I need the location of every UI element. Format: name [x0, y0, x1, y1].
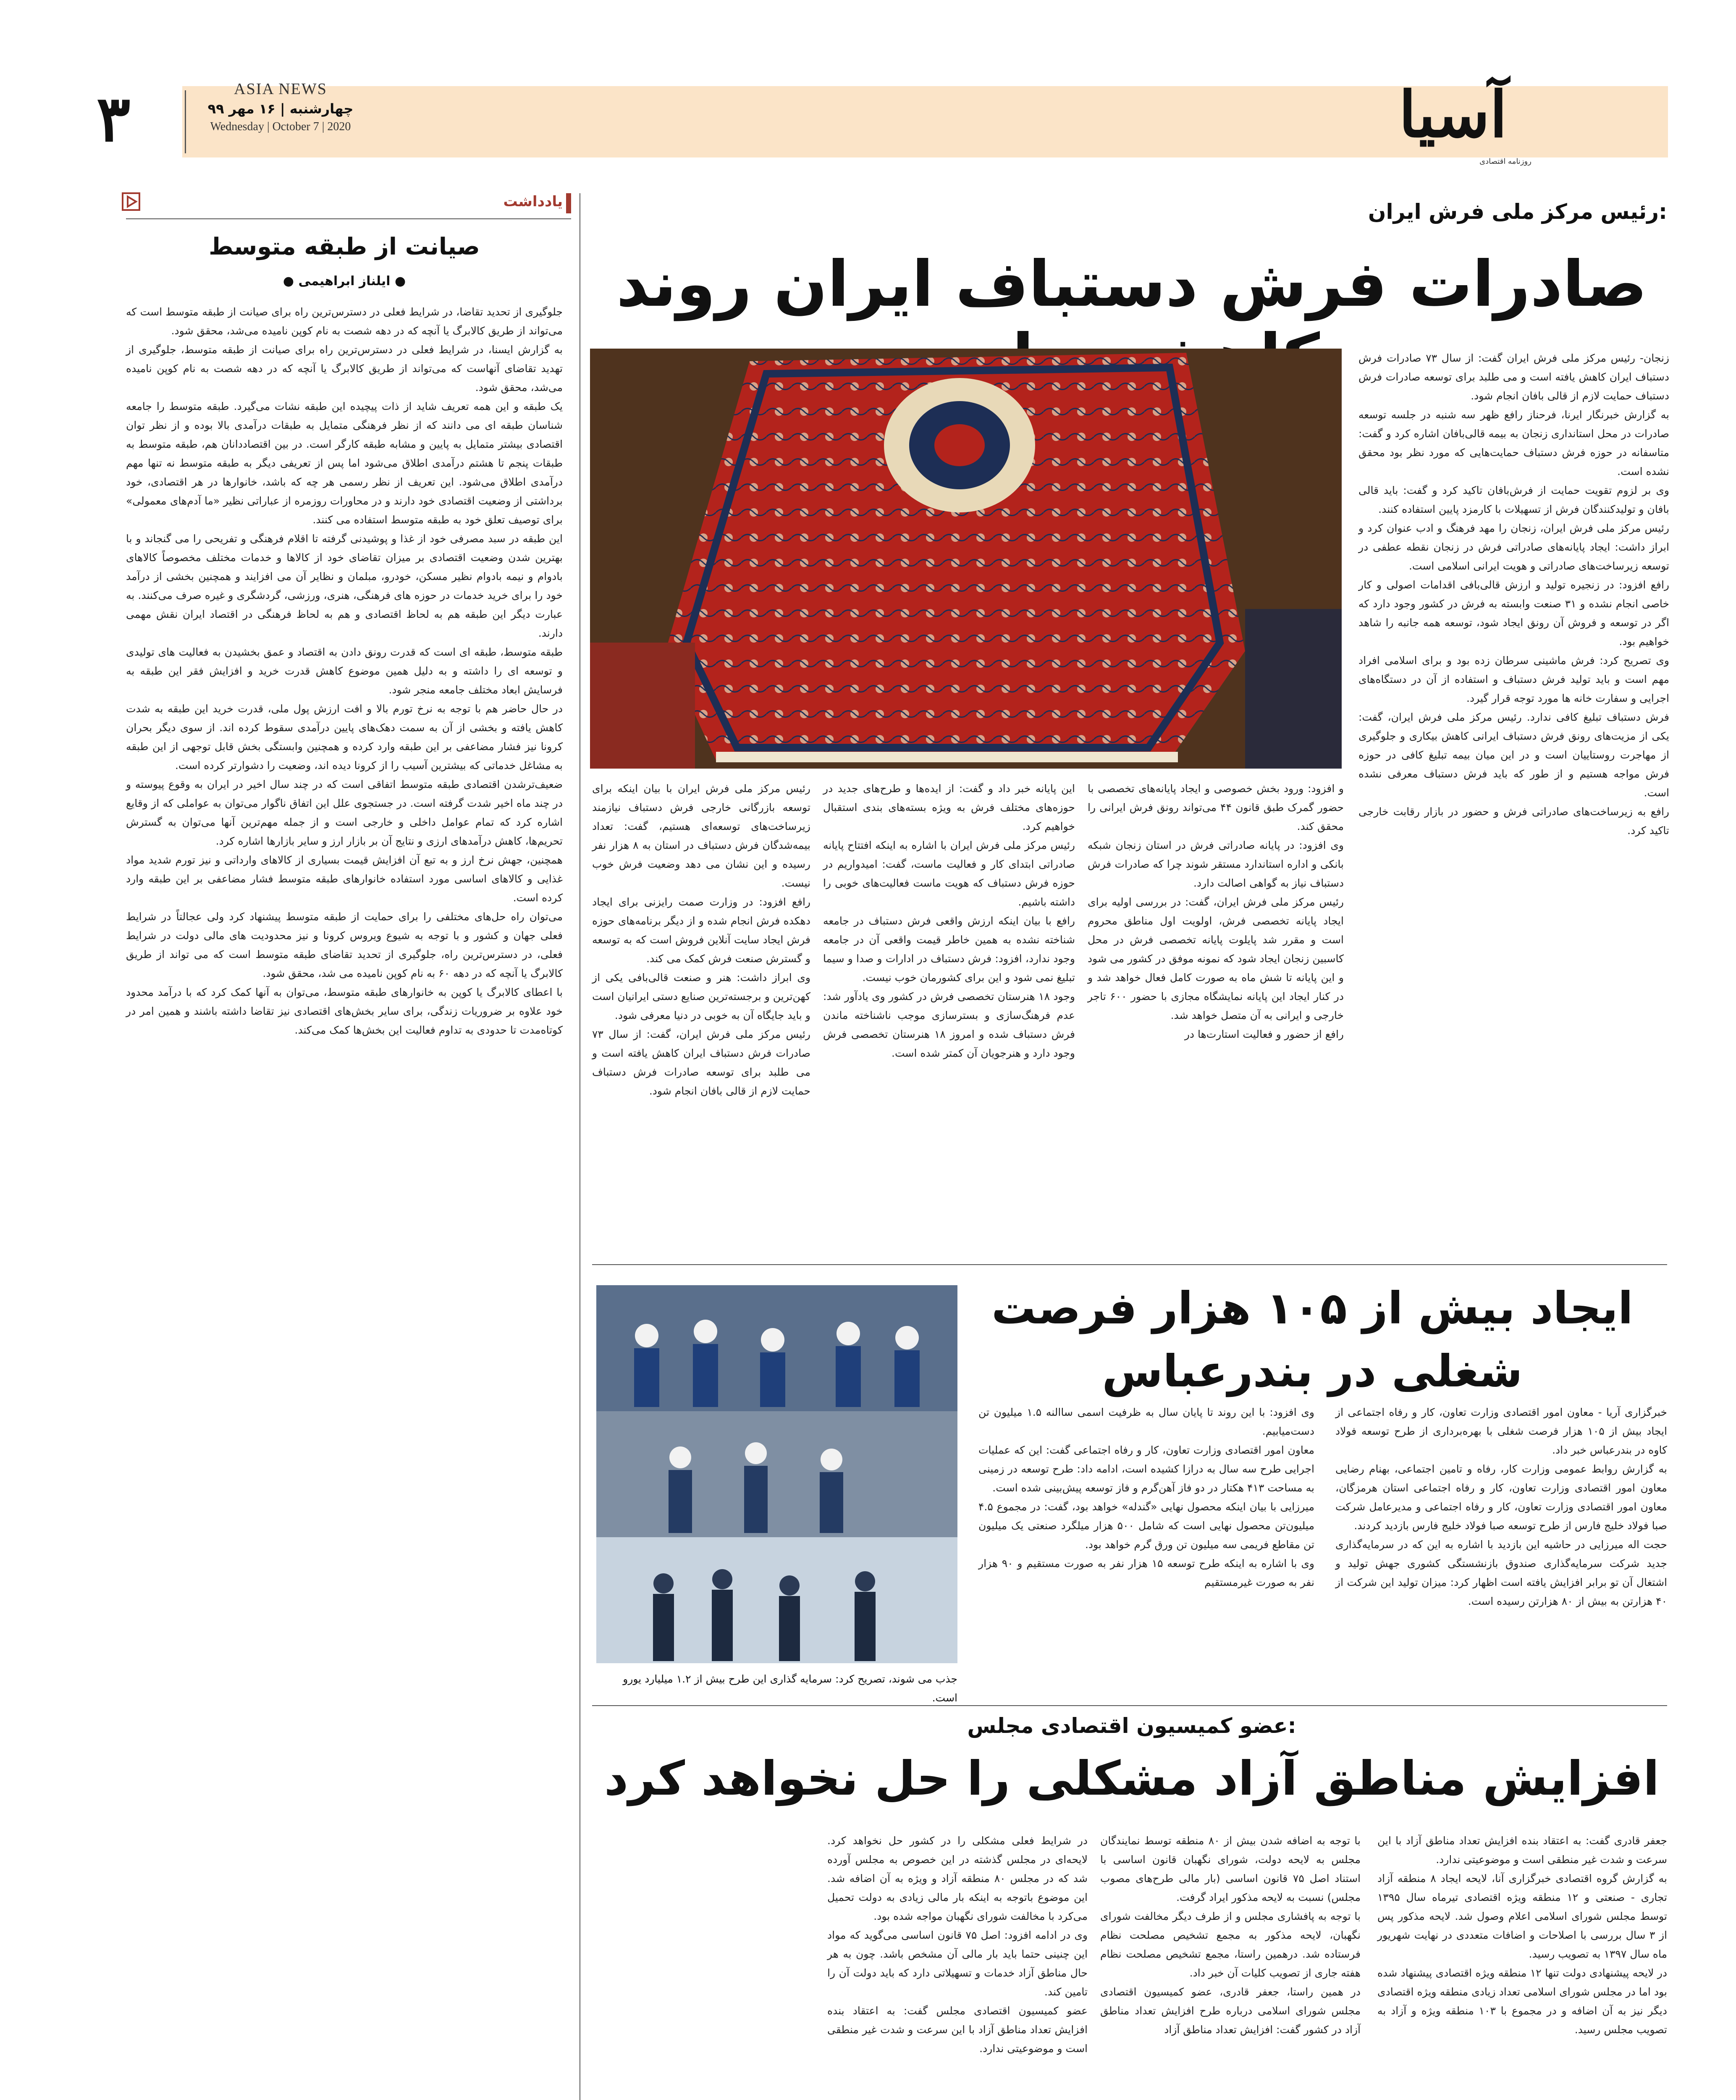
story3-kicker: عضو کمیسیون اقتصادی مجلس: [967, 1714, 1296, 1738]
carpet-photo [590, 349, 1342, 769]
story2-col1: خبرگزاری آریا - معاون امور اقتصادی وزارت تعاون، کار و رفاه اجتماعی از ایجاد بیش از ۱۰۵ هزار فرصت شغلی با بهره‌برداری از طرح توسعه فولاد کاوه در بندرعباس خبر داد. به گزارش روابط عمومی وزارت کار، رفاه و تامین اجتماعی، بهنام رضایی معاون امور اقتصادی وزارت تعاون، کار و رفاه اجتماعی استان هرمزگان، معاون امور اقتصادی وزارت تعاون، کار و رفاه اجتماعی و مدیرعامل شرکت صبا فولاد خلیج فارس از طرح توسعه صبا فولاد خلیج فارس بازدید کردند. حجت اله میرزایی در حاشیه این بازدید با اشاره به این که در سرمایه‌گذاری جدید شرکت سرمایه‌گذاری صندوق بازنشستگی کشوری جهش تولید و اشتغال آن تو برابر افزایش یافته است اظهار کرد: میزان تولید این شرکت از ۴۰ هزارتن به بیش از ۸۰ هزارتن رسیده است. [1335, 1406, 1667, 1607]
story1-bottom-rule [592, 1264, 1667, 1265]
masthead-divider [185, 90, 186, 153]
opinion-tag-bar [566, 193, 571, 213]
story3-col3: در شرایط فعلی مشکلی را در کشور حل نخواهد کرد. لایحه‌ای در مجلس گذشته در این خصوص به مجلس آورده شد که در مجلس ۸۰ منطقه آزاد و ویژه به آن اضافه شد. این موضوع باتوجه به اینکه بار مالی زیادی به دولت تحمیل می‌کرد با مخالفت شورای نگهبان مواجه شده بود. وی در ادامه افزود: اصل ۷۵ قانون اساسی می‌گوید که مواد این چنینی حتما باید بار مالی آن مشخص باشد. چون به هر حال مناطق آزاد خدمات و تسهیلاتی دارد که باید دولت آن را تامین کند. عضو کمیسیون اقتصادی مجلس گفت: به اعتقاد بنده افزایش تعداد مناطق آزاد با این سرعت و شدت غیر منطقی است و موضوعیتی ندارد. [827, 1835, 1088, 2055]
story1-col2: و افزود: ورود بخش خصوصی و ایجاد پایانه‌های تخصصی با حضور گمرک طبق قانون ۴۴ می‌تواند رونق فرش ایرانی را محقق کند. وی افزود: در پایانه صادراتی فرش در استان زنجان شبکه بانکی و اداره استاندارد مستقر شوند چرا که صادرات فرش دستباف نیاز به گواهی اصالت دارد. رئیس مرکز ملی فرش ایران، گفت: در بررسی اولیه برای ایجاد پایانه تخصصی فرش، اولویت اول مناطق محروم است و مقرر شد پایلوت پایانه تخصصی فرش در محل کاسبین زنجان ایجاد شود که نمونه موفق در کشور می شود و این پایانه تا شش ماه به صورت کامل فعال خواهد شد و در کنار ایجاد این پایانه نمایشگاه مجازی با حضور ۶۰۰ تاجر خارجی و ایرانی به آن متصل خواهد شد. رافع از حضور و فعالیت استارت‌ها در [1088, 782, 1344, 1040]
story3-headline: افزایش مناطق آزاد مشکلی را حل نخواهد کرد [604, 1751, 1660, 1806]
page-number: ۳ [97, 82, 131, 156]
story1-col4: رئیس مرکز ملی فرش ایران با بیان اینکه برای توسعه بازرگانی خارجی فرش دستباف نیازمند زیرساخت‌های توسعه‌ای هستیم، گفت: تعداد بیمه‌شدگان فرش دستباف در استان به ۸ هزار نفر رسیده و این نشان می دهد وضعیت فرش خوب نیست. رافع افزود: در وزارت صمت رایزنی برای ایجاد دهکده فرش انجام شده و از دیگر برنامه‌های حوزه فرش ایجاد سایت آنلاین فروش است که به توسعه و گسترش صنعت فرش کمک می کند. وی ابراز داشت: هنر و صنعت قالی‌بافی یکی از کهن‌ترین و برجسته‌ترین صنایع دستی ایرانیان است و باید جایگاه آن به خوبی در دنیا معرفی شود. رئیس مرکز ملی فرش ایران، گفت: از سال ۷۳ صادرات فرش دستباف ایران کاهش یافته است و می طلبد برای توسعه صادرات فرش دستباف حمایت لازم از قالی بافان انجام شود. [592, 782, 811, 1097]
story2-col2: وی افزود: با این روند تا پایان سال به ظرفیت اسمی ساالنه ۱.۵ میلیون تن دست‌میابیم. معاون امور اقتصادی وزارت تعاون، کار و رفاه اجتماعی گفت: این که عملیات اجرایی طرح سه سال به درازا کشیده است، ادامه داد: طرح توسعه در زمینی به مساحت ۴۱۳ هکتار در دو فاز آهن‌گرم و فاز توسعه پیش‌بینی شده است. میرزایی با بیان اینکه محصول نهایی «گندله» خواهد بود، گفت: در مجموع ۴.۵ میلیون‌تن محصول نهایی است که شامل ۵۰۰ هزار میلگرد صنعتی یک میلیون تن مقاطع فریمی سه میلیون تن ورق گرم خواهد بود. وی با اشاره به اینکه طرح توسعه ۱۵ هزار نفر به صورت مستقیم و ۹۰ هزار نفر به صورت غیرمستقیم [978, 1406, 1315, 1588]
logo-text: آسیا [1398, 78, 1508, 152]
story1-col1: زنجان- رئیس مرکز ملی فرش ایران گفت: از سال ۷۳ صادرات فرش دستباف ایران کاهش یافته است و می طلبد برای توسعه صادرات فرش دستباف حمایت لازم از قالی بافان انجام شود. به گزارش خبرنگار ایرنا، فرحناز رافع ظهر سه شنبه در جلسه توسعه صادرات در محل استانداری زنجان به بیمه قالی‌بافان اشاره کرد و گفت: متاسفانه در حوزه فرش دستباف حمایت‌هایی که مورد نظر بود محقق نشده است. وی بر لزوم تقویت حمایت از فرش‌بافان تاکید کرد و گفت: باید قالی بافان و تولیدکنندگان فرش از تسهیلات با کارمزد پایین استفاده کنند. رئیس مرکز ملی فرش ایران، زنجان را مهد فرهنگ و ادب عنوان کرد و ابراز داشت: ایجاد پایانه‌های صادراتی فرش در زنجان نقطه عطفی در توسعه زیرساخت‌های صادراتی و هویت ایرانی اسلامی است. رافع افزود: در زنجیره تولید و ارزش قالی‌بافی اقدامات اصولی و کار خاصی انجام نشده و ۳۱ صنعت وابسته به فرش در کشور وجود دارد که اگر در توسعه و فروش آن رونق ایجاد شود، توسعه همه جانبه را شاهد خواهیم بود. وی تصریح کرد: فرش ماشینی سرطان زده بود و برای اسلامی افراد مهم است و باید تولید فرش دستباف و استفاده از آن در دستگاه‌های اجرایی و سفارت خانه ها مورد توجه قرار گیرد. فرش دستباف تبلیغ کافی ندارد. رئیس مرکز ملی فرش ایران، گفت: یکی از مزیت‌های رونق فرش دستباف ایرانی کاهش بیکاری و جلوگیری از مهاجرت روستاییان است و در این میان بیمه تبلیغ کافی در حوزه فرش مواجه هستیم و از طور که باید فرش دستباف معرفی نشده است. رافع به زیرساخت‌های صادراتی فرش و حضور در بازار رقابت خارجی تاکید کرد. [1358, 352, 1669, 837]
opinion-tag: یادداشت [503, 193, 563, 210]
story3-col1: جعفر قادری گفت: به اعتقاد بنده افزایش تعداد مناطق آزاد با این سرعت و شدت غیر منطقی است و موضوعیتی ندارد. به گزارش گروه اقتصادی خبرگزاری آنا، لایحه ایجاد ۸ منطقه آزاد تجاری - صنعتی و ۱۲ منطقه ویژه اقتصادی تیرماه سال ۱۳۹۵ توسط مجلس شورای اسلامی اعلام وصول شد. لایحه مذکور پس از ۳ سال بررسی با اصلاحات و اضافات متعددی در نهایت شهریور ماه سال ۱۳۹۷ به تصویب رسید. در لایحه پیشنهادی دولت تنها ۱۲ منطقه ویژه اقتصادی پیشنهاد شده بود اما در مجلس شورای اسلامی تعداد زیادی منطقه ویژه اقتصادی دیگر نیز به آن اضافه و در مجموع با ۱۰۳ منطقه ویژه و آزاد به تصویب مجلس رسید. [1377, 1835, 1668, 2036]
story2-headline: ایجاد بیش از ۱۰۵ هزار فرصت شغلی در بندرعباس [991, 1283, 1633, 1397]
story2-bottom-rule [592, 1705, 1667, 1706]
logo-mark [1384, 69, 1531, 174]
workers-caption: جذب می شوند، تصریح کرد: سرمایه گذاری این طرح بیش از ۱.۲ میلیارد یورو است. [619, 1673, 957, 1704]
paper-name-en: ASIA NEWS [234, 80, 327, 98]
story3-col2: با توجه به اضافه شدن بیش از ۸۰ منطقه توسط نمایندگان مجلس به لایحه دولت، شورای نگهبان قانون اساسی با استناد اصل ۷۵ قانون اساسی (بار مالی طرح‌های مصوب مجلس) نسبت به لایحه مذکور ایراد گرفت. با توجه به پافشاری مجلس و از طرف دیگر مخالفت شورای نگهبان، لایحه مذکور به مجمع تشخیص مصلحت نظام فرستاده شد. درهمین راستا، مجمع تشخیص مصلحت نظام هفته جاری از تصویب کلیات آن خبر داد. در همین راستا، جعفر قادری، عضو کمیسیون اقتصادی مجلس شورای اسلامی درباره طرح افزایش تعداد مناطق آزاد در کشور گفت: افزایش تعداد مناطق آزاد [1100, 1835, 1361, 2036]
opinion-body: جلوگیری از تحدید تقاضا، در شرایط فعلی در دسترس‌ترین راه برای صیانت از طبقه متوسط است که می‌تواند از طریق کالابرگ یا آنچه که در دهه شصت به نام کوپن نامیده می‌شد، محقق شود. به گزارش ایسنا، در شرایط فعلی در دسترس‌ترین راه برای صیانت از طبقه متوسط، جلوگیری از تهدید تقاضای آنهاست که می‌تواند از طریق کالابرگ یا آنچه که در دهه شصت به نام کوپن نامیده می‌شد، محقق شود. یک طبقه و این همه تعریف شاید از ذات پیچیده این طبقه نشات می‌گیرد. طبقه متوسط را جامعه شناسان طبقه ای می دانند که از نظر فرهنگی متمایل به طبقات درآمدی بالا بوده و از نظر توان اقتصادی بیشتر متمایل به پایین و مشابه طبقه کارگر است. در بین اقتصاددانان هم، طبقه متوسط به طبقات پنجم تا هشتم درآمدی اطلاق می‌شود اما پس از تعریفی دیگر به طبقه متوسط نه تنها مهم درآمدی اطلاق می‌شود. این تعریف از نظر رسمی هر چه که باشد، خانوارها در هر اقتصادی، خود برداشتی از وضعیت اقتصادی خود دارند و در محاورات روزمره از عباراتی نظیر «ما آدم‌های معمولی» برای توصیف تعلق خود به طبقه متوسط استفاده می کنند. این طبقه در سبد مصرفی خود از غذا و پوشیدنی گرفته تا اقلام فرهنگی و تفریحی را می گنجاند و با بهترین شدن وضعیت اقتصادی بر میزان تقاضای خود از کالاها و خدمات مختلف مخصوصاً کالاهای بادوام و نیمه بادوام نظیر مسکن، خودرو، مبلمان و نظایر آن می افزایند و همچنین بخشی از درآمد خود را برای خرید خدمات در حوزه های فرهنگی، هنری، ورزشی، گردشگری و غیره صرف می‌کنند. به عبارت دیگر این طبقه هم به لحاظ اقتصادی و هم به لحاظ فرهنگی در اقتصاد ایران نقش مهمی دارند. طبقه متوسط، طبقه ای است که قدرت رونق دادن به اقتصاد و عمق بخشیدن به فعالیت های تولیدی و توسعه ای را داشته و به دلیل همین موضوع کاهش قدرت خرید و افزایش فقر این طبقه به فرسایش ابعاد مختلف جامعه منجر شود. در حال حاضر هم با توجه به نرخ تورم بالا و افت ارزش پول ملی، قدرت خرید این طبقه به شدت کاهش یافته و بخشی از آن به سمت دهک‌های پایین درآمدی سقوط کرده اند. از سوی دیگر بحران کرونا نیز فشار مضاعفی بر این طبقه وارد کرده و همچنین وابستگی بخش قابل توجهی از این طبقه به مشاغل خدماتی که بیشترین آسیب را از کرونا دیده اند، وضعیت را دشوارتر کرده است. ضعیف‌ترشدن اقتصادی طبقه متوسط اتفاقی است که در چند سال اخیر در ایران به وقوع پیوسته و در چند ماه اخیر شدت گرفته است. در جستجوی علل این اتفاق ناگوار می‌توان به عواملی که از وقایع اشاره کرد که تمام عوامل داخلی و خارجی است و از جمله مهم‌ترین آنها می‌توان به گسترش تحریم‌ها، کاهش درآمدهای ارزی و نتایج آن بر بازار ارز و سایر بازارها اشاره کرد. همچنین، جهش نرخ ارز و به تبع آن افزایش قیمت بسیاری از کالاهای وارداتی و نیز تورم شدید مواد غذایی و کالاهای اساسی مورد استفاده خانوارهای طبقه متوسط فشار مضاعفی بر این طبقه وارد کرده است. می‌توان راه حل‌های مختلفی را برای حمایت از طبقه متوسط پیشنهاد کرد ولی عجالتاً در شرایط فعلی جهان و کشور و با توجه به شیوع ویروس کرونا و نیز محدودیت های مالی دولت در شرایط فعلی، در دسترس‌ترین راه، جلوگیری از تحدید تقاضای طبقه متوسط است که می تواند از طریق کالابرگ یا آنچه که در دهه ۶۰ به نام کوپن نامیده می شد، محقق شود. با اعطای کالابرگ یا کوپن به خانوارهای طبقه متوسط، می‌توان به آنها کمک کرد که با درآمد محدود خود علاوه بر ضروریات زندگی، برای سایر بخش‌های اقتصادی نیز تقاضا داشته باشند و همین امر در کوتاه‌مدت تا حدودی به تداوم فعالیت این بخش‌ها کمک می‌کند. [126, 306, 563, 1036]
play-icon [122, 192, 140, 211]
logo [1384, 69, 1531, 174]
opinion-title: صیانت از طبقه متوسط [209, 233, 480, 260]
story1-kicker: رئیس مرکز ملی فرش ایران: [1368, 200, 1667, 224]
opinion-author: ● ایلناز ابراهیمی ● [283, 274, 406, 289]
masthead-date [188, 80, 373, 168]
date-en: Wednesday | October 7 | 2020 [210, 120, 351, 133]
opinion-top-rule [126, 218, 571, 219]
workers-photo [596, 1285, 957, 1663]
story1-headline: صادرات فرش دستباف ایران روند [616, 248, 1647, 321]
logo-subtext: روزنامه اقتصادی [1479, 157, 1531, 166]
story1-col3: این پایانه خبر داد و گفت: از ایده‌ها و طرح‌های جدید در حوزه‌های مختلف فرش به ویژه بسته‌های بندی استقبال خواهیم کرد. رئیس مرکز ملی فرش ایران با اشاره به اینکه افتتاح پایانه صادراتی ابتدای کار و فعالیت ماست، گفت: امیدواریم در حوزه فرش دستباف که هویت ماست فعالیت‌های خوبی را داشته باشیم. رافع با بیان اینکه ارزش واقعی فرش دستباف در جامعه شناخته نشده به همین خاطر قیمت واقعی آن در جامعه وجود ندارد، افزود: فرش دستباف در ادارات و صدا و سیما تبلیغ نمی شود و این برای کشورمان خوب نیست. وجود ۱۸ هنرستان تخصصی فرش در کشور وی یادآور شد: عدم فرهنگ‌سازی و بسترسازی موجب ناشناخته ماندن فرش دستباف شده و امروز ۱۸ هنرستان تخصصی فرش وجود دارد و هنرجویان آن کمتر شده است. [823, 782, 1075, 1059]
date-fa: چهارشنبه | ۱۶ مهر ۹۹ [207, 101, 354, 117]
